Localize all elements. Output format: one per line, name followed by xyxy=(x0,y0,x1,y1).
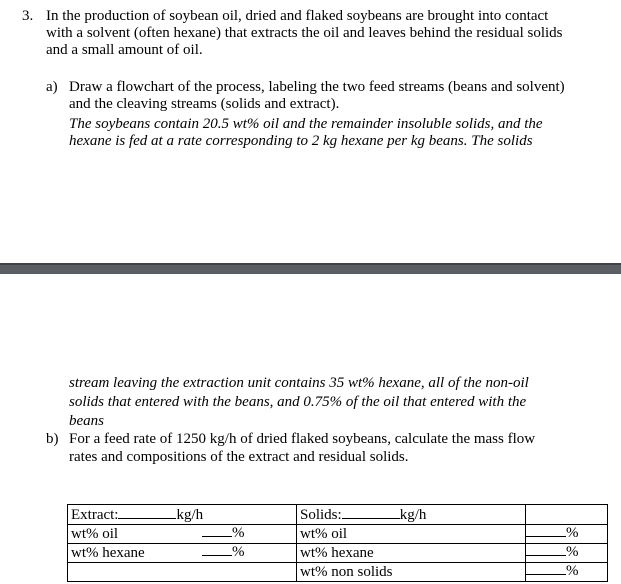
part-a-line: Draw a flowchart of the process, labeling the two feed streams (beans and solvent) xyxy=(69,79,565,95)
solids-oil-cell xyxy=(297,525,526,544)
part-b-line: rates and compositions of the extract and residual solids. xyxy=(69,449,409,465)
part-a-continued-line: beans xyxy=(69,413,104,429)
percent-unit: % xyxy=(232,525,245,541)
part-a-italic-line: hexane is fed at a rate corresponding to 2 kg hexane per kg beans. The solids xyxy=(69,133,533,149)
answer-table xyxy=(67,504,608,582)
solids-hexane-cell xyxy=(297,544,526,563)
part-a-continued-line: solids that entered with the beans, and 0.75% of the oil that entered with the xyxy=(69,394,527,410)
solids-oil-label: wt% oil xyxy=(300,526,348,542)
solids-header-cell[interactable] xyxy=(297,505,526,525)
percent-unit: % xyxy=(566,563,579,579)
part-a-label: a) xyxy=(46,79,58,95)
table-row xyxy=(68,525,608,544)
problem-number: 3. xyxy=(22,8,34,24)
part-b-line: For a feed rate of 1250 kg/h of dried flaked soybeans, calculate the mass flow xyxy=(69,431,536,447)
intro-line: and a small amount of oil. xyxy=(46,42,203,58)
solids-nonsolids-blank[interactable] xyxy=(526,561,566,575)
extract-header-cell[interactable] xyxy=(68,505,297,525)
extract-hexane-blank[interactable] xyxy=(202,542,232,556)
solids-oil-value-cell[interactable] xyxy=(526,525,608,544)
table-row xyxy=(68,563,608,582)
solids-hexane-label: wt% hexane xyxy=(300,545,374,561)
solids-nonsolids-label: wt% non solids xyxy=(300,564,393,580)
page-break-separator xyxy=(0,263,621,274)
extract-hexane-label: wt% hexane xyxy=(71,545,145,561)
extract-oil-blank[interactable] xyxy=(202,523,232,537)
solids-nonsolids-cell xyxy=(297,563,526,582)
intro-line: In the production of soybean oil, dried and flaked soybeans are brought into contact xyxy=(46,8,549,24)
percent-unit: % xyxy=(566,525,579,541)
empty-cell xyxy=(526,505,608,525)
extract-oil-cell[interactable] xyxy=(68,525,297,544)
part-a-italic-line: The soybeans contain 20.5 wt% oil and the remainder insoluble solids, and the xyxy=(69,116,543,132)
extract-hexane-cell[interactable] xyxy=(68,544,297,563)
solids-unit: kg/h xyxy=(399,507,427,523)
extract-unit: kg/h xyxy=(176,507,204,523)
solids-nonsolids-value-cell[interactable] xyxy=(526,563,608,582)
intro-line: with a solvent (often hexane) that extracts the oil and leaves behind the residual solids xyxy=(46,25,563,41)
table-row xyxy=(68,505,608,525)
table-row xyxy=(68,544,608,563)
solids-flow-blank[interactable] xyxy=(342,505,400,519)
solids-header: Solids: xyxy=(300,507,342,523)
solids-hexane-blank[interactable] xyxy=(526,542,566,556)
solids-oil-blank[interactable] xyxy=(526,523,566,537)
part-a-line: and the cleaving streams (solids and extract). xyxy=(69,96,340,112)
extract-header: Extract: xyxy=(71,507,119,523)
percent-unit: % xyxy=(232,544,245,560)
part-b-label: b) xyxy=(46,431,59,447)
extract-oil-label: wt% oil xyxy=(71,526,119,542)
percent-unit: % xyxy=(566,544,579,560)
part-a-continued-line: stream leaving the extraction unit contains 35 wt% hexane, all of the non-oil xyxy=(69,375,529,391)
extract-flow-blank[interactable] xyxy=(118,505,176,519)
empty-cell xyxy=(68,563,297,582)
solids-hexane-value-cell[interactable] xyxy=(526,544,608,563)
